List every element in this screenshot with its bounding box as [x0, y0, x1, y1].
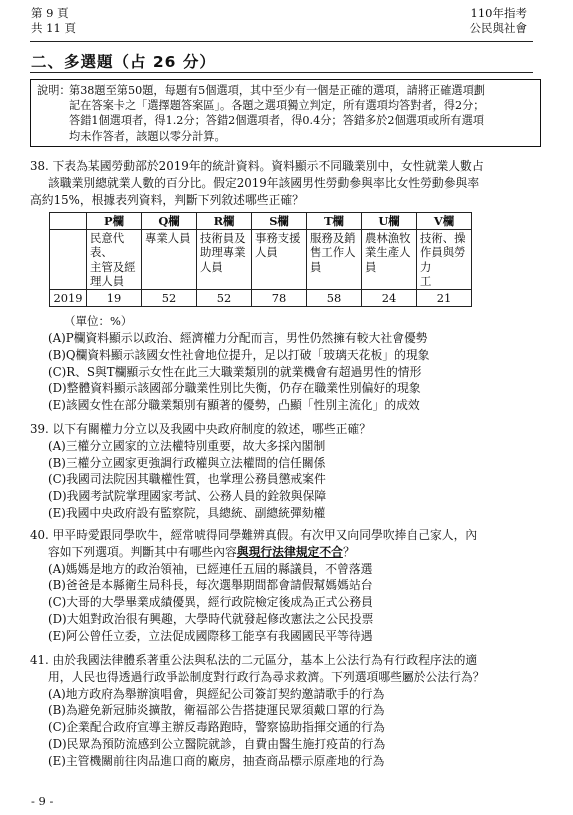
question-stem: 高約15%，根據表列資料，判斷下列敘述哪些正確？: [30, 192, 304, 207]
question-stem: 用，人民也得透過行政爭訟制度對行政行為尋求救濟。下列選項哪些屬於公法行為？: [48, 669, 485, 684]
column-header: S欄: [252, 213, 307, 230]
column-header: Q欄: [142, 213, 197, 230]
question-stem: 38. 下表為某國勞動部於2019年的統計資料。資料顯示不同職業別中，女性就業人數占: [30, 159, 484, 173]
table-blank-cell: [50, 230, 87, 290]
column-header: T欄: [307, 213, 362, 230]
exam-name: 110年指考: [470, 6, 527, 20]
instructions-line: 記在答案卡之「選擇題答案區」。各題之選項獨立判定，所有選項均答對者，得2分；: [69, 99, 485, 113]
question-stem: 該職業別總就業人數的百分比。假定2019年該國男性勞動參與率比女性勞動參與率: [48, 175, 480, 190]
question-stem: 39. 以下有關權力分立以及我國中央政府制度的敘述，哪些正確？: [30, 422, 372, 436]
value-cell: 78: [252, 290, 307, 307]
table-header-row: [50, 213, 472, 230]
page-header-right: [470, 6, 528, 36]
option-a: (A)地方政府為舉辦演唱會，與經紀公司簽訂契約邀請歌手的行為: [48, 686, 385, 701]
table-description-row: [50, 230, 472, 290]
header-divider: [30, 41, 533, 42]
question-40: [30, 527, 477, 645]
value-cell: 58: [307, 290, 362, 307]
emphasized-phrase: 與現行法律規定不合: [236, 544, 343, 559]
occupation-cell: 農林漁牧 業生產人 員: [362, 230, 417, 290]
section-title: 二、多選題（占 26 分）: [31, 53, 216, 71]
option-d: (D)整體資料顯示該國部分職業性別比失衡，仍存在職業性別偏好的現象: [48, 381, 421, 396]
statistics-table: [49, 212, 472, 307]
option-b: (B)Q欄資料顯示該國女性社會地位提升，足以打破「玻璃天花板」的現象: [48, 347, 430, 362]
value-cell: 52: [197, 290, 252, 307]
question-38: [30, 158, 484, 208]
table-corner-cell: [50, 213, 87, 230]
page-header-left: [31, 6, 76, 36]
value-cell: 24: [362, 290, 417, 307]
total-pages-line: 共 11 頁: [31, 21, 76, 35]
section-divider: [30, 72, 533, 73]
occupation-cell: 民意代表、 主管及經 理人員: [87, 230, 142, 290]
question-stem: 41. 由於我國法律體系著重公法與私法的二元區分，基本上公法行為有行政程序法的適: [30, 653, 478, 667]
option-d: (D)大姐對政治很有興趣，大學時代就發起修改憲法之公民投票: [48, 611, 374, 626]
page-number-line: 第 9 頁: [31, 6, 69, 20]
question-stem: 容如下列選項。判斷其中有哪些內容與現行法律規定不合？: [48, 544, 355, 559]
option-c: (C)R、S與T欄顯示女性在此三大職業類別的就業機會有超過男性的情形: [48, 364, 422, 379]
option-e: (E)我國中央政府設有監察院，具總統、副總統彈劾權: [48, 505, 326, 520]
value-cell: 21: [417, 290, 472, 307]
option-b: (B)三權分立國家更強調行政權與立法權間的信任關係: [48, 455, 326, 470]
instructions-line: 說明：第38題至第50題，每題有5個選項，其中至少有一個是正確的選項，請將正確選項劃: [37, 84, 485, 97]
year-cell: 2019: [50, 290, 87, 307]
instructions-line: 答錯1個選項者，得1.2分；答錯2個選項者，得0.4分；答錯多於2個選項或所有選項: [69, 114, 484, 128]
question-38-options: [30, 330, 429, 414]
option-e: (E)該國女性在部分職業類別有顯著的優勢，凸顯「性別主流化」的成效: [48, 398, 420, 413]
option-b: (B)為避免新冠肺炎擴散，衛福部公告搭捷運民眾須戴口罩的行為: [48, 703, 385, 718]
instructions-line: 均未作答者，該題以零分計算。: [69, 129, 226, 143]
question-39: [30, 421, 371, 522]
option-a: (A)媽媽是地方的政治領袖，已經連任五屆的縣議員，不曾落選: [48, 561, 373, 576]
footer-page-number: - 9 -: [31, 794, 54, 808]
option-c: (C)大哥的大學畢業成績優異，經行政院檢定後成為正式公務員: [48, 595, 373, 610]
occupation-cell: 專業人員: [142, 230, 197, 290]
question-stem: 40. 甲平時愛跟同學吹牛，經常唬得同學難辨真假。有次甲又向同學吹捧自己家人，內: [30, 528, 478, 542]
occupation-cell: 事務支援 人員: [252, 230, 307, 290]
column-header: P欄: [87, 213, 142, 230]
option-e: (E)阿公曾任立委，立法促成國際移工能享有我國國民平等待遇: [48, 628, 373, 643]
question-41: [30, 652, 485, 770]
option-b: (B)爸爸是本縣衛生局科長，每次選舉期間都會請假幫媽媽站台: [48, 578, 373, 593]
table-unit: （單位：%）: [64, 314, 133, 328]
column-header: R欄: [197, 213, 252, 230]
instructions-box: [30, 79, 541, 147]
option-c: (C)企業配合政府宣導主辦反毒路跑時，警察協助指揮交通的行為: [48, 720, 385, 735]
subject-name: 公民與社會: [469, 21, 527, 35]
occupation-cell: 技術、操 作員與勞力 工: [417, 230, 472, 290]
occupation-cell: 服務及銷 售工作人 員: [307, 230, 362, 290]
option-c: (C)我國司法院因其職權性質，也掌理公務員懲戒案件: [48, 472, 326, 487]
option-d: (D)民眾為預防流感到公立醫院就診，自費由醫生施打疫苗的行為: [48, 736, 386, 751]
instructions-label: 說明：: [37, 84, 71, 97]
option-d: (D)我國考試院掌理國家考試、公務人員的銓敘與保障: [48, 489, 327, 504]
table-values-row: [50, 290, 472, 307]
option-e: (E)主管機關前往肉品進口商的廠房，抽查商品標示原產地的行為: [48, 753, 385, 768]
column-header: U欄: [362, 213, 417, 230]
column-header: V欄: [417, 213, 472, 230]
option-a: (A)P欄資料顯示以政治、經濟權力分配而言，男性仍然擁有較大社會優勢: [48, 331, 428, 345]
value-cell: 19: [87, 290, 142, 307]
value-cell: 52: [142, 290, 197, 307]
option-a: (A)三權分立國家的立法權特別重要，故大多採內閣制: [48, 438, 326, 453]
occupation-cell: 技術員及 助理專業 人員: [197, 230, 252, 290]
